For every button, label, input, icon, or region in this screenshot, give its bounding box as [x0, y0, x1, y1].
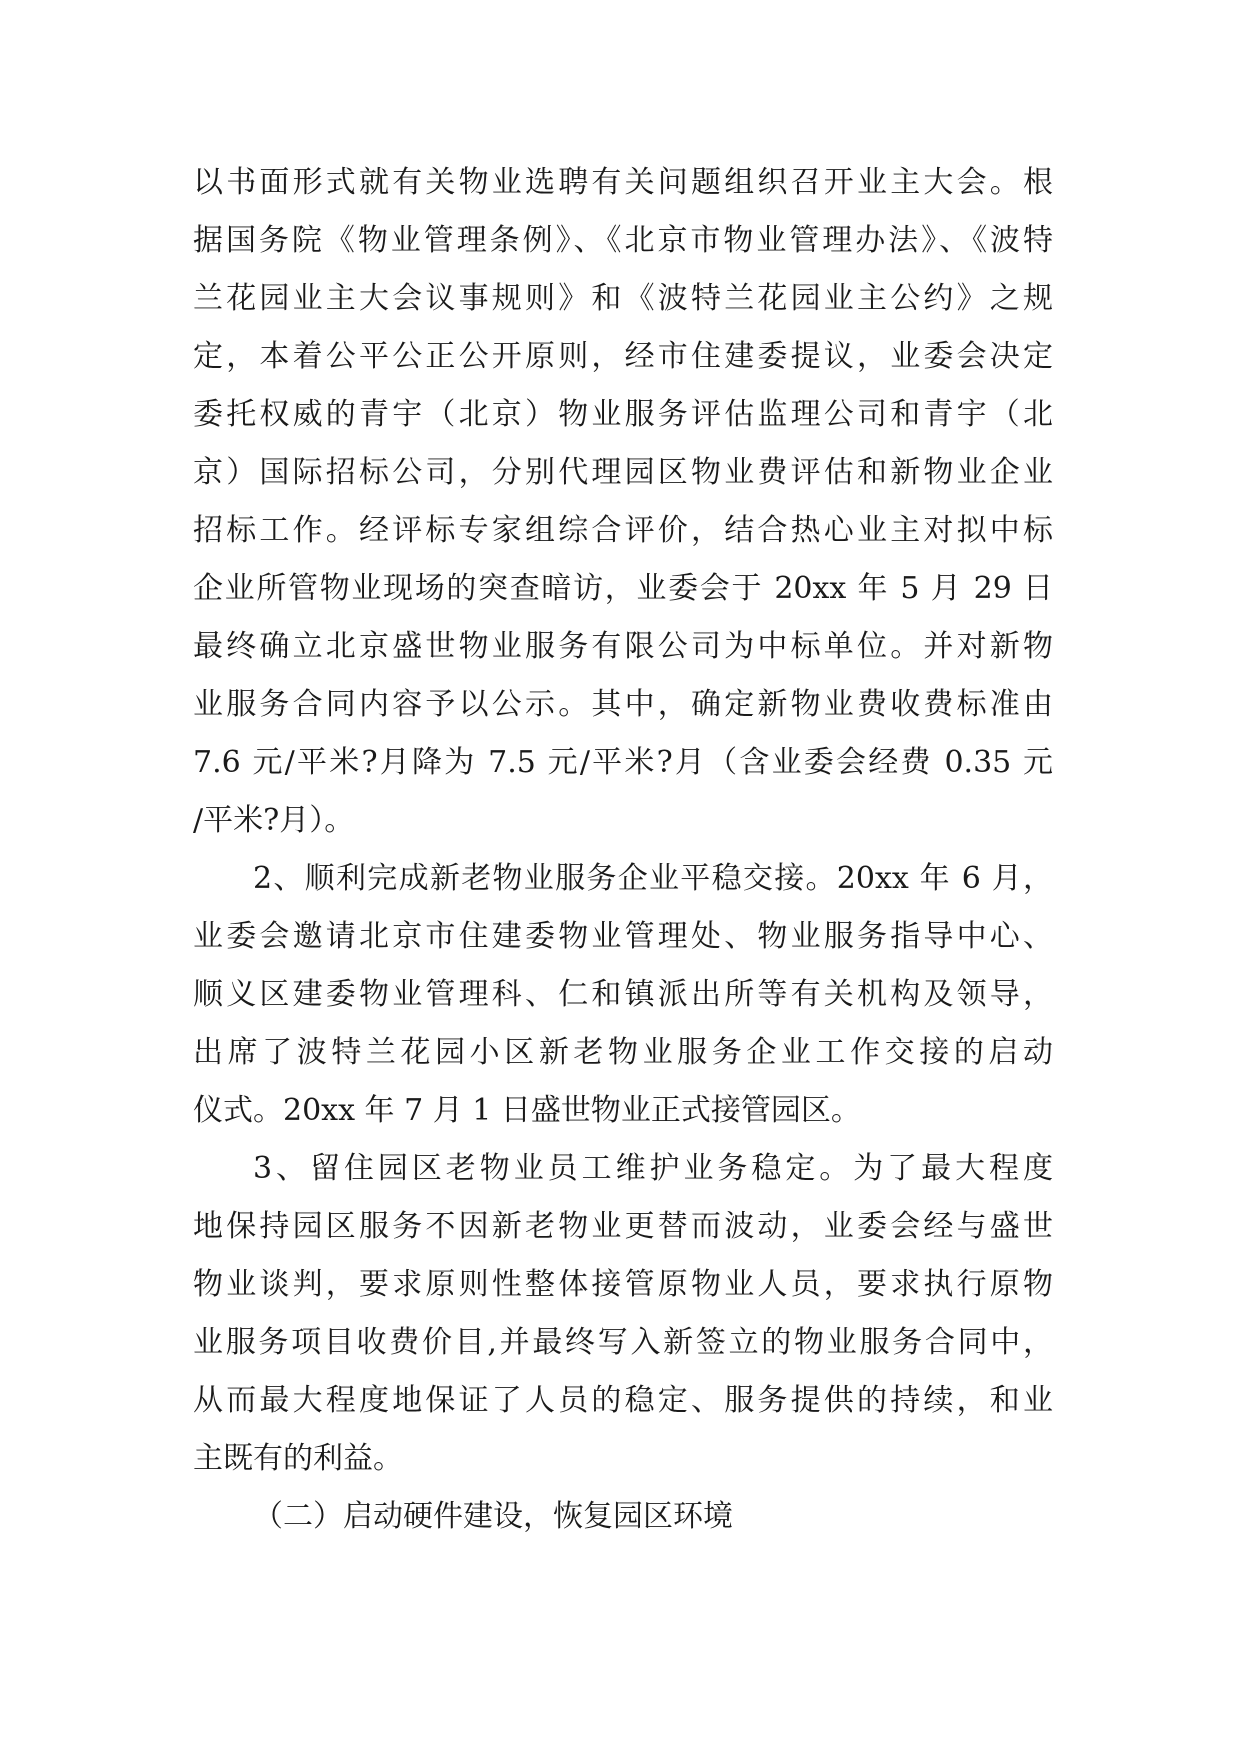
text-line: 企业所管物业现场的突查暗访，业委会于 20xx 年 5 月 29 日 [193, 571, 1053, 606]
text-line: 主既有的利益。 [193, 1441, 403, 1476]
text-line: 京）国际招标公司，分别代理园区物业费评估和新物业企业 [193, 455, 1053, 490]
text-line: 定，本着公平公正公开原则，经市住建委提议，业委会决定 [193, 339, 1053, 374]
text-line: 7.6 元/平米?月降为 7.5 元/平米?月（含业委会经费 0.35 元 [193, 745, 1053, 780]
text-line: 以书面形式就有关物业选聘有关问题组织召开业主大会。根 [193, 165, 1053, 200]
text-line: 从而最大程度地保证了人员的稳定、服务提供的持续，和业 [193, 1383, 1053, 1418]
section-heading: （二）启动硬件建设，恢复园区环境 [253, 1499, 733, 1534]
text-line: 仪式。20xx 年 7 月 1 日盛世物业正式接管园区。 [193, 1093, 861, 1128]
text-line: 兰花园业主大会议事规则》和《波特兰花园业主公约》之规 [193, 281, 1053, 316]
text-line: 据国务院《物业管理条例》、《北京市物业管理办法》、《波特 [193, 223, 1053, 258]
text-line: 物业谈判，要求原则性整体接管原物业人员，要求执行原物 [193, 1267, 1053, 1302]
text-line: 出席了波特兰花园小区新老物业服务企业工作交接的启动 [193, 1035, 1053, 1070]
text-line: 业服务合同内容予以公示。其中，确定新物业费收费标准由 [193, 687, 1053, 722]
text-line: 地保持园区服务不因新老物业更替而波动，业委会经与盛世 [193, 1209, 1053, 1244]
text-line: 最终确立北京盛世物业服务有限公司为中标单位。并对新物 [193, 629, 1053, 664]
text-line: 委托权威的青宇（北京）物业服务评估监理公司和青宇（北 [193, 397, 1053, 432]
paragraph-first-line: 2、顺利完成新老物业服务企业平稳交接。20xx 年 6 月， [253, 861, 1053, 896]
text-line: 业服务项目收费价目,并最终写入新签立的物业服务合同中， [193, 1325, 1053, 1360]
paragraph-first-line: 3、留住园区老物业员工维护业务稳定。为了最大程度 [253, 1151, 1053, 1186]
text-line: 顺义区建委物业管理科、仁和镇派出所等有关机构及领导， [193, 977, 1053, 1012]
text-line: 招标工作。经评标专家组综合评价，结合热心业主对拟中标 [193, 513, 1053, 548]
text-line: /平米?月）。 [193, 803, 355, 838]
text-line: 业委会邀请北京市住建委物业管理处、物业服务指导中心、 [193, 919, 1053, 954]
